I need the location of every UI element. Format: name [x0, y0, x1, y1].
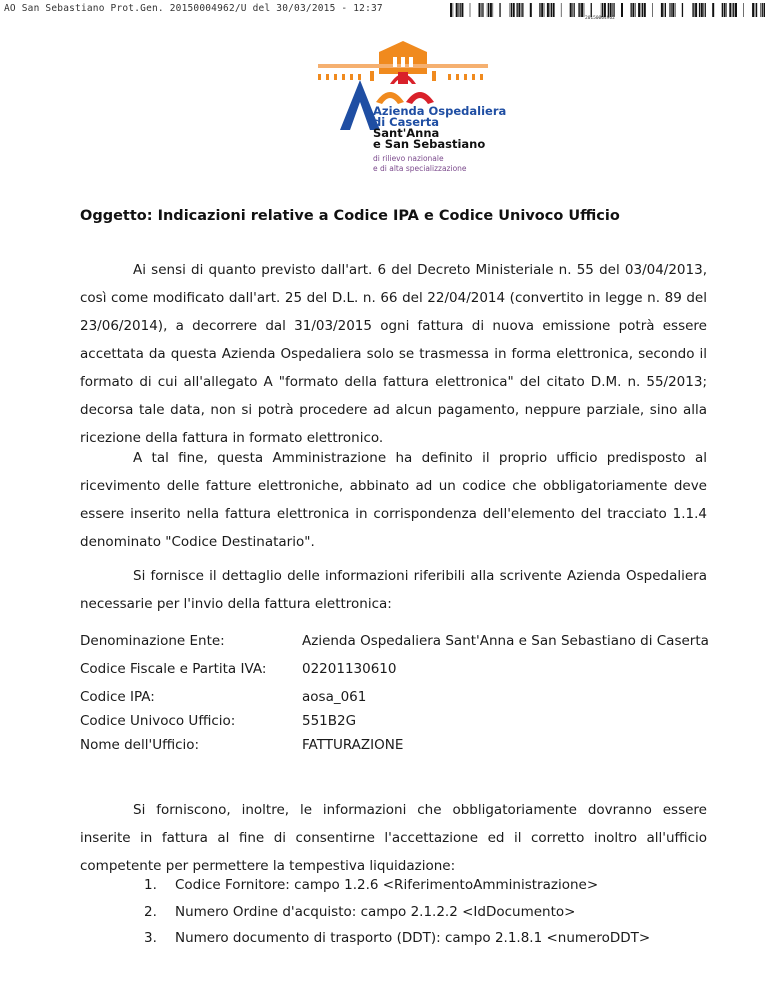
barcode-bar	[481, 3, 482, 17]
barcode-bar	[724, 3, 726, 17]
barcode-bar	[652, 3, 653, 17]
logo-name-line-2: di Caserta	[373, 115, 439, 129]
barcode-bar	[756, 3, 757, 17]
paragraph-2: A tal fine, questa Amministrazione ha definito il proprio ufficio predisposto al ricevimento delle fatture elettroniche, abbinato ad un codice che obbligatoriamente deve essere inserito nella fattura elettronica in corrispondenza dell'elemento del tracciato 1.1.4 denominato "Codice Destinatario".	[80, 450, 707, 550]
barcode-bar	[705, 3, 706, 17]
barcode-bar	[544, 3, 545, 17]
barcode-bar	[561, 3, 562, 17]
barcode-bar	[735, 3, 737, 17]
barcode-bar	[490, 3, 492, 17]
barcode-bar	[511, 3, 512, 17]
barcode-bar	[672, 3, 674, 17]
logo-name-line-4: e San Sebastiano	[373, 137, 486, 151]
barcode-bar	[632, 3, 634, 17]
barcode-bar	[661, 3, 663, 17]
barcode-bar	[530, 3, 532, 17]
barcode-bar	[612, 3, 613, 17]
barcode-bar	[726, 3, 727, 17]
barcode-bar	[764, 3, 766, 17]
barcode-bar	[578, 3, 579, 17]
barcode-bar	[641, 3, 642, 17]
barcode-bar	[570, 3, 572, 17]
barcode-bar	[518, 3, 520, 17]
barcode-bar	[591, 3, 592, 17]
barcode-bar	[522, 3, 523, 17]
list-number: 1.	[144, 877, 157, 893]
barcode-bar	[450, 3, 452, 17]
barcode-bar	[579, 3, 580, 17]
barcode-bar	[703, 3, 704, 17]
barcode-bar	[732, 3, 733, 17]
barcode-number: 20150004962	[585, 16, 615, 21]
barcode-bar	[458, 3, 459, 17]
barcode-bar	[547, 3, 549, 17]
paragraph-3: Si fornisce il dettaglio delle informazioni riferibili alla scrivente Azienda Ospedaliera necessarie per l'invio della fattura elettronica:	[80, 568, 707, 612]
barcode-bar	[670, 3, 671, 17]
barcode-bar	[541, 3, 543, 17]
barcode-bar	[601, 3, 602, 17]
protocol-header: AO San Sebastiano Prot.Gen. 20150004962/U del 30/03/2015 - 12:37	[4, 3, 383, 14]
info-label: Codice Fiscale e Partita IVA:	[80, 661, 267, 677]
info-label: Denominazione Ente:	[80, 633, 225, 649]
barcode-bar	[461, 3, 463, 17]
barcode-bar	[581, 3, 583, 17]
barcode-bar	[510, 3, 511, 17]
barcode-bar	[699, 3, 700, 17]
info-label: Codice IPA:	[80, 689, 155, 705]
barcode-bar	[456, 3, 458, 17]
info-value: Azienda Ospedaliera Sant'Anna e San Sebastiano di Caserta	[302, 633, 709, 649]
list-item	[144, 904, 575, 920]
info-label: Codice Univoco Ufficio:	[80, 713, 236, 729]
barcode-bar	[743, 3, 744, 17]
barcode-bar	[610, 3, 612, 17]
logo-name-line-1: Azienda Ospedaliera	[373, 104, 507, 118]
barcode-bar	[604, 3, 606, 17]
barcode-bar	[551, 3, 552, 17]
list-number: 3.	[144, 930, 157, 946]
list-text: Numero documento di trasporto (DDT): campo 2.1.8.1 <numeroDDT>	[175, 930, 651, 946]
barcode-bar	[602, 3, 603, 17]
list-number: 2.	[144, 904, 157, 920]
barcode-bar	[638, 3, 640, 17]
barcode-bar	[729, 3, 731, 17]
list-item	[144, 877, 598, 893]
info-value: 551B2G	[302, 713, 357, 729]
barcode-bar	[755, 3, 756, 17]
barcode-bar	[675, 3, 676, 17]
barcode-bar	[513, 3, 515, 17]
barcode-bar	[712, 3, 714, 17]
barcode-bar	[695, 3, 697, 17]
barcode-bar	[499, 3, 500, 17]
barcode-bar	[682, 3, 683, 17]
logo-name-line-3: Sant'Anna	[373, 126, 440, 140]
barcode-bar	[752, 3, 754, 17]
barcode-bar	[521, 3, 522, 17]
barcode-bar	[608, 3, 609, 17]
info-value: aosa_061	[302, 689, 367, 705]
document-subject: Oggetto: Indicazioni relative a Codice IPA e Codice Univoco Ufficio	[80, 208, 620, 224]
barcode-bar	[574, 3, 575, 17]
barcode-bar	[517, 3, 518, 17]
barcode-bar	[584, 3, 585, 17]
barcode-bar	[550, 3, 551, 17]
barcode-bar	[642, 3, 643, 17]
barcode-bar	[692, 3, 693, 17]
barcode-bar	[722, 3, 723, 17]
list-text: Codice Fornitore: campo 1.2.6 <RiferimentoAmministrazione>	[175, 877, 599, 893]
barcode-bar	[635, 3, 636, 17]
barcode-bar	[631, 3, 632, 17]
logo-tagline-line-2: e di alta specializzazione	[373, 163, 467, 173]
barcode-bar	[664, 3, 665, 17]
info-value: FATTURAZIONE	[302, 737, 404, 753]
list-item	[144, 930, 650, 946]
paragraph-4: Si forniscono, inoltre, le informazioni che obbligatoriamente dovranno essere inserite in fattura al fine di consentirne l'accettazione ed il corretto inoltro all'ufficio competente per permettere la tempestiva liquidazione:	[80, 802, 707, 874]
barcode-bar	[621, 3, 623, 17]
barcode-bar	[539, 3, 540, 17]
barcode-bar	[488, 3, 489, 17]
barcode-bar	[553, 3, 555, 17]
logo-tagline-line-1: di rilievo nazionale	[373, 154, 444, 163]
list-text: Numero Ordine d'acquisto: campo 2.1.2.2 <IdDocumento>	[175, 904, 576, 920]
info-value: 02201130610	[302, 661, 397, 677]
barcode-bar	[613, 3, 614, 17]
barcode	[450, 3, 765, 17]
barcode-bar	[760, 3, 761, 17]
barcode-bar	[572, 3, 573, 17]
barcode-bar	[762, 3, 763, 17]
barcode-bar	[460, 3, 461, 17]
barcode-bar	[644, 3, 646, 17]
paragraph-1: Ai sensi di quanto previsto dall'art. 6 del Decreto Ministeriale n. 55 del 03/04/2013, così come modificato dall'art. 25 del D.L. n. 66 del 22/04/2014 (convertito in legge n. 89 del 23/06/2014), a decorrere dal 31/03/2015 ogni fattura di nuova emissione potrà essere accettata da questa Azienda Ospedaliera solo se trasmessa in forma elettronica, secondo il formato di cui all'allegato A "formato della fattura elettronica" del citato D.M. n. 55/2013; decorsa tale data, non si potrà procedere ad alcun pagamento, neppure parziale, sino alla ricezione della fattura in formato elettronico.	[80, 262, 707, 446]
barcode-bar	[487, 3, 488, 17]
barcode-bar	[470, 3, 471, 17]
barcode-bar	[493, 3, 494, 17]
barcode-bar	[665, 3, 666, 17]
barcode-bar	[701, 3, 703, 17]
logo-name	[373, 106, 506, 150]
logo-tagline	[373, 154, 467, 173]
barcode-bar	[479, 3, 481, 17]
barcode-bar	[693, 3, 694, 17]
info-label: Nome dell'Ufficio:	[80, 737, 200, 753]
barcode-bar	[669, 3, 670, 17]
barcode-bar	[733, 3, 734, 17]
barcode-bar	[482, 3, 483, 17]
barcode-bar	[453, 3, 454, 17]
